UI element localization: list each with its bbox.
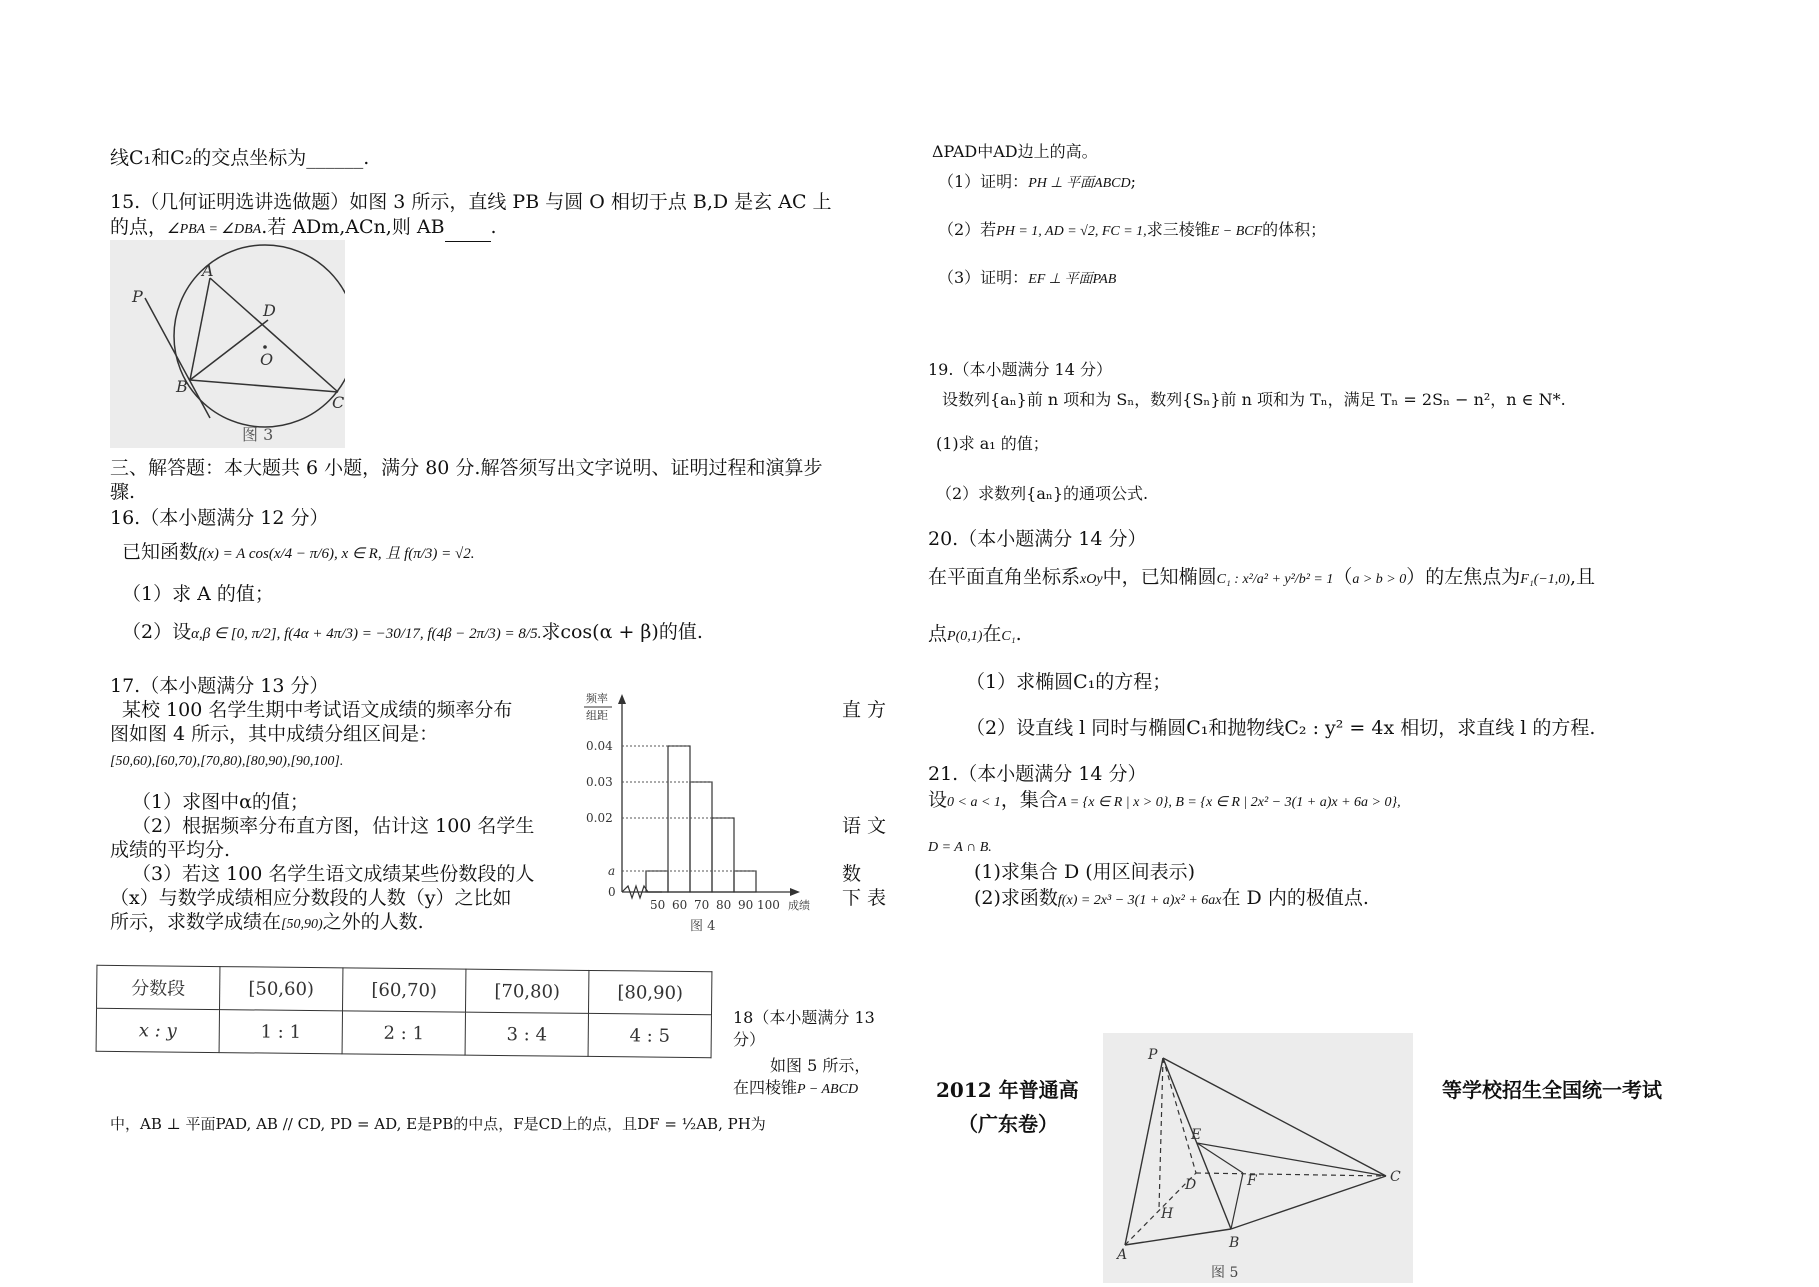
q20-l1-m1: xOy	[1080, 572, 1103, 587]
q17-p3c-text: 所示，求数学成绩在	[110, 911, 282, 933]
fig3-label-p: P	[132, 287, 143, 306]
table-cell: 3 : 4	[465, 1012, 588, 1056]
fig5-label-d: D	[1185, 1177, 1197, 1193]
xtick-70: 70	[694, 898, 710, 912]
segment-ac	[210, 278, 338, 392]
fig5-label-c: C	[1390, 1169, 1401, 1185]
histogram-bar	[734, 871, 756, 892]
table-row	[96, 1008, 711, 1057]
q21-l1a: 设	[928, 789, 948, 811]
q16-part2	[122, 620, 703, 646]
q20-l1e: ,且	[1569, 566, 1596, 588]
fig5-label-h: H	[1161, 1206, 1174, 1222]
fig5-label-a: A	[1117, 1247, 1128, 1263]
q18-line2	[733, 1078, 858, 1100]
q20-l1a: 在平面直角坐标系	[928, 566, 1081, 588]
figure-5-pyramid	[1103, 1033, 1413, 1283]
edge-pd	[1163, 1058, 1196, 1173]
q21-l1-m2: A = {x ∈ R | x > 0}, B = {x ∈ R | 2x² − 3(1 + a)x + 6a > 0},	[1057, 795, 1401, 810]
q17-intervals: [50,60),[60,70),[70,80),[80,90),[90,100].	[110, 754, 344, 769]
xtick-50: 50	[650, 898, 666, 912]
ratio-table-wrap	[96, 965, 713, 1058]
q17-part2b: 成绩的平均分.	[110, 839, 231, 861]
q21-part1: (1)求集合 D (用区间表示)	[974, 861, 1196, 883]
q18-p2-tail: 求三棱锥	[1146, 220, 1211, 239]
edge-pa	[1125, 1058, 1163, 1245]
q17-p3c-tail: 之外的人数.	[322, 911, 424, 933]
q18-continuation: ΔPAD中AD边上的高。	[932, 142, 1098, 161]
fig5-label-f: F	[1247, 1173, 1257, 1189]
q17-part3b: （x）与数学成绩相应分数段的人数（y）之比如	[110, 887, 512, 909]
figure-4-histogram	[578, 690, 828, 935]
y-axis-arrow	[618, 694, 626, 704]
table-cell: 2 : 1	[342, 1011, 465, 1055]
histogram-bar	[646, 871, 668, 892]
segment-bc	[190, 380, 338, 392]
table-cell: [60,70)	[343, 968, 466, 1012]
ytick-0: 0	[608, 885, 616, 899]
ytick-0-03: 0.03	[586, 775, 613, 789]
q16-p2-text: （2）设	[122, 621, 192, 643]
q16-title: 16.（本小题满分 12 分）	[110, 507, 329, 529]
q21-p2-m: f(x) = 2x³ − 3(1 + a)x² + 6ax	[1057, 893, 1222, 908]
q15-text-b: .若 ADm,ACn,则 AB	[261, 216, 445, 238]
q17-part3a: （3）若这 100 名学生语文成绩某些份数段的人	[132, 863, 535, 885]
ratio-table	[96, 965, 713, 1058]
table-cell: [70,80)	[465, 969, 588, 1013]
fig5-label-p: P	[1148, 1047, 1158, 1063]
q20-l1c: （	[1333, 566, 1353, 588]
exam-title-province: （广东卷）	[958, 1112, 1058, 1136]
q16-part1: （1）求 A 的值；	[122, 583, 274, 605]
q20-l2-m: P(0,1)	[947, 629, 983, 644]
q20-l2-m2: C₁	[1001, 629, 1016, 644]
q21-l1-m: 0 < a < 1	[947, 795, 1001, 810]
tangent-pb	[145, 298, 210, 418]
table-cell: [80,90)	[588, 970, 711, 1014]
segment-ab	[190, 278, 210, 380]
ytick-a: a	[608, 864, 616, 878]
edge-pc	[1163, 1058, 1386, 1176]
q15-line1: 15.（几何证明选讲选做题）如图 3 所示，直线 PB 与圆 O 相切于点 B,D 是玄 AC 上	[110, 191, 832, 213]
q18-part3	[938, 268, 1116, 290]
q17-line1-right: 直 方	[842, 699, 887, 721]
exam-title-left: 2012 年普通高	[936, 1078, 1079, 1102]
segment-ec	[1197, 1143, 1386, 1176]
fig3-label-a: A	[202, 261, 214, 280]
q18-title: 18（本小题满分 13	[733, 1008, 875, 1027]
histogram-bar	[690, 782, 712, 892]
q18-part2	[938, 220, 1326, 242]
segment-ph	[1159, 1058, 1163, 1209]
fig3-label-b: B	[176, 377, 188, 396]
q17-part1: （1）求图中α的值；	[132, 791, 309, 813]
q17-title: 17.（本小题满分 13 分）	[110, 675, 329, 697]
ytick-0-02: 0.02	[586, 811, 613, 825]
ytick-0-04: 0.04	[586, 739, 613, 753]
histogram-bars	[646, 746, 756, 892]
q21-part2	[974, 886, 1369, 913]
xtick-80: 80	[716, 898, 732, 912]
figure-3-drawing	[110, 240, 345, 448]
center-point	[263, 345, 267, 349]
segment-bd	[190, 320, 268, 380]
q20-title: 20.（本小题满分 14 分）	[928, 528, 1147, 550]
q20-l1b: 中，已知椭圆	[1102, 566, 1217, 588]
figure-5	[1103, 1033, 1413, 1283]
q18-p2-math: PH = 1, AD = √2, FC = 1,	[996, 224, 1147, 239]
q17-part3b-right: 下 表	[842, 887, 887, 909]
xtick-100: 100	[757, 898, 780, 912]
q19-part1: (1)求 a₁ 的值；	[936, 434, 1049, 453]
fig3-label-o: O	[260, 350, 274, 369]
y-label-top: 频率	[586, 692, 608, 705]
q17-p3c-math: [50,90)	[281, 917, 323, 932]
fig5-label-e: E	[1191, 1127, 1202, 1143]
q20-l1d: ）的左焦点为	[1406, 566, 1521, 588]
q18-p1-text: （1）证明：	[938, 172, 1029, 191]
q18-p3-math: EF ⊥ 平面PAB	[1028, 272, 1117, 287]
q17-line1: 某校 100 名学生期中考试语文成绩的频率分布	[122, 699, 513, 721]
q18-line3: 中，AB ⊥ 平面PAD, AB // CD, PD = AD, E是PB的中点，F是CD上的点，且DF = ½AB, PH为	[110, 1115, 766, 1133]
q18-p2-end: 的体积；	[1262, 220, 1327, 239]
xtick-60: 60	[672, 898, 688, 912]
y-label-bottom: 组距	[586, 709, 608, 722]
q18-part1: （1）证明：PH ⊥ 平面ABCD;	[938, 172, 1136, 191]
table-cell: 分数段	[97, 965, 220, 1009]
fig4-caption: 图 4	[690, 919, 716, 934]
q17-part2a: （2）根据频率分布直方图，估计这 100 名学生	[132, 815, 535, 837]
table-cell: 1 : 1	[219, 1010, 342, 1054]
fig3-label-c: C	[332, 393, 345, 412]
q15-math: ∠PBA = ∠DBA	[167, 222, 262, 237]
q18-p3-text: （3）证明：	[938, 268, 1029, 287]
q19-part2: （2）求数列{aₙ}的通项公式.	[936, 484, 1149, 503]
q21-title: 21.（本小题满分 14 分）	[928, 763, 1147, 785]
section3-line1: 三、解答题：本大题共 6 小题，满分 80 分.解答须写出文字说明、证明过程和演算步	[110, 457, 823, 479]
histogram-bar	[712, 818, 734, 892]
q21-p2b: 在 D 内的极值点.	[1221, 887, 1369, 909]
q20-part1: （1）求椭圆C₁的方程；	[966, 671, 1172, 693]
q19-line1: 设数列{aₙ}前 n 项和为 Sₙ，数列{Sₙ}前 n 项和为 Tₙ，满足 Tₙ = 2Sₙ − n²，n ∈ N*.	[942, 390, 1566, 409]
q18-line2-text: 在四棱锥	[733, 1078, 798, 1097]
q21-p2a: (2)求函数	[974, 887, 1058, 909]
q15-text-a: 的点，	[110, 216, 168, 238]
q20-l1-m3: a > b > 0	[1352, 572, 1407, 587]
q15-line2: 的点，∠PBA = ∠DBA.若 ADm,ACn,则 AB .	[110, 215, 497, 242]
fig3-label-d: D	[263, 301, 276, 320]
q16-p2-tail: 求cos(α + β)的值.	[541, 621, 703, 643]
figure-3	[110, 240, 345, 448]
q18-line2-math: P − ABCD	[797, 1082, 859, 1097]
q21-line2: D = A ∩ B.	[928, 840, 992, 855]
q18-p2-math2: E − BCF	[1210, 224, 1263, 239]
section3-line2: 骤.	[110, 481, 136, 503]
table-cell: x : y	[96, 1008, 219, 1052]
fig5-label-b: B	[1229, 1235, 1240, 1251]
edge-dc	[1196, 1173, 1386, 1176]
q21-l1b: ，集合	[1000, 789, 1058, 811]
table-cell: [50,60)	[220, 967, 343, 1011]
figure-4	[578, 690, 828, 935]
segment-bf	[1231, 1173, 1243, 1229]
edge-ab	[1125, 1229, 1231, 1245]
q20-l1-m2: C₁ : x²/a² + y²/b² = 1	[1216, 572, 1334, 587]
table-header-row	[97, 965, 712, 1014]
q17-part3c	[110, 910, 424, 937]
q18-p2-text: （2）若	[938, 220, 997, 239]
q20-l2b: 在	[982, 623, 1002, 645]
x-axis-arrow	[790, 888, 800, 896]
q20-l2a: 点	[928, 623, 948, 645]
q17-line2: 图如图 4 所示，其中成绩分组区间是：	[110, 723, 439, 745]
q16-given	[122, 540, 475, 566]
q16-given-text: 已知函数	[122, 541, 199, 563]
q19-title: 19.（本小题满分 14 分）	[928, 360, 1112, 379]
q16-given-math: f(x) = A cos(x/4 − π/6), x ∈ R, 且 f(π/3) = √2.	[198, 546, 475, 562]
q17-part3a-right: 数	[842, 863, 862, 885]
fig3-caption: 图 3	[242, 425, 274, 444]
exam-title-right: 等学校招生全国统一考试	[1442, 1078, 1662, 1102]
q20-line2	[928, 622, 1022, 649]
q20-l2c: .	[1015, 623, 1022, 645]
q20-line1	[928, 565, 1595, 592]
q20-part2: （2）设直线 l 同时与椭圆C₁和抛物线C₂ : y² = 4x 相切，求直线 l 的方程.	[966, 717, 1596, 739]
xaxis-label: 成绩	[788, 899, 810, 912]
q14-tail: 线C₁和C₂的交点坐标为______.	[110, 147, 370, 169]
q18-p1-math: PH ⊥ 平面ABCD	[1028, 176, 1131, 191]
answer-blank	[445, 225, 491, 242]
q18-line1: 如图 5 所示，	[770, 1056, 871, 1075]
q20-l1-m4: F₁(−1,0)	[1520, 572, 1570, 587]
q17-part2a-right: 语 文	[842, 815, 887, 837]
q21-line1	[928, 788, 1401, 815]
fig5-caption: 图 5	[1211, 1265, 1239, 1281]
q18-title-2: 分）	[733, 1030, 766, 1049]
q16-p2-math: α,β ∈ [0, π/2], f(4α + 4π/3) = −30/17, f(4β − 2π/3) = 8/5.	[191, 626, 542, 642]
histogram-bar	[668, 746, 690, 892]
xtick-90: 90	[738, 898, 754, 912]
table-cell: 4 : 5	[588, 1013, 711, 1057]
